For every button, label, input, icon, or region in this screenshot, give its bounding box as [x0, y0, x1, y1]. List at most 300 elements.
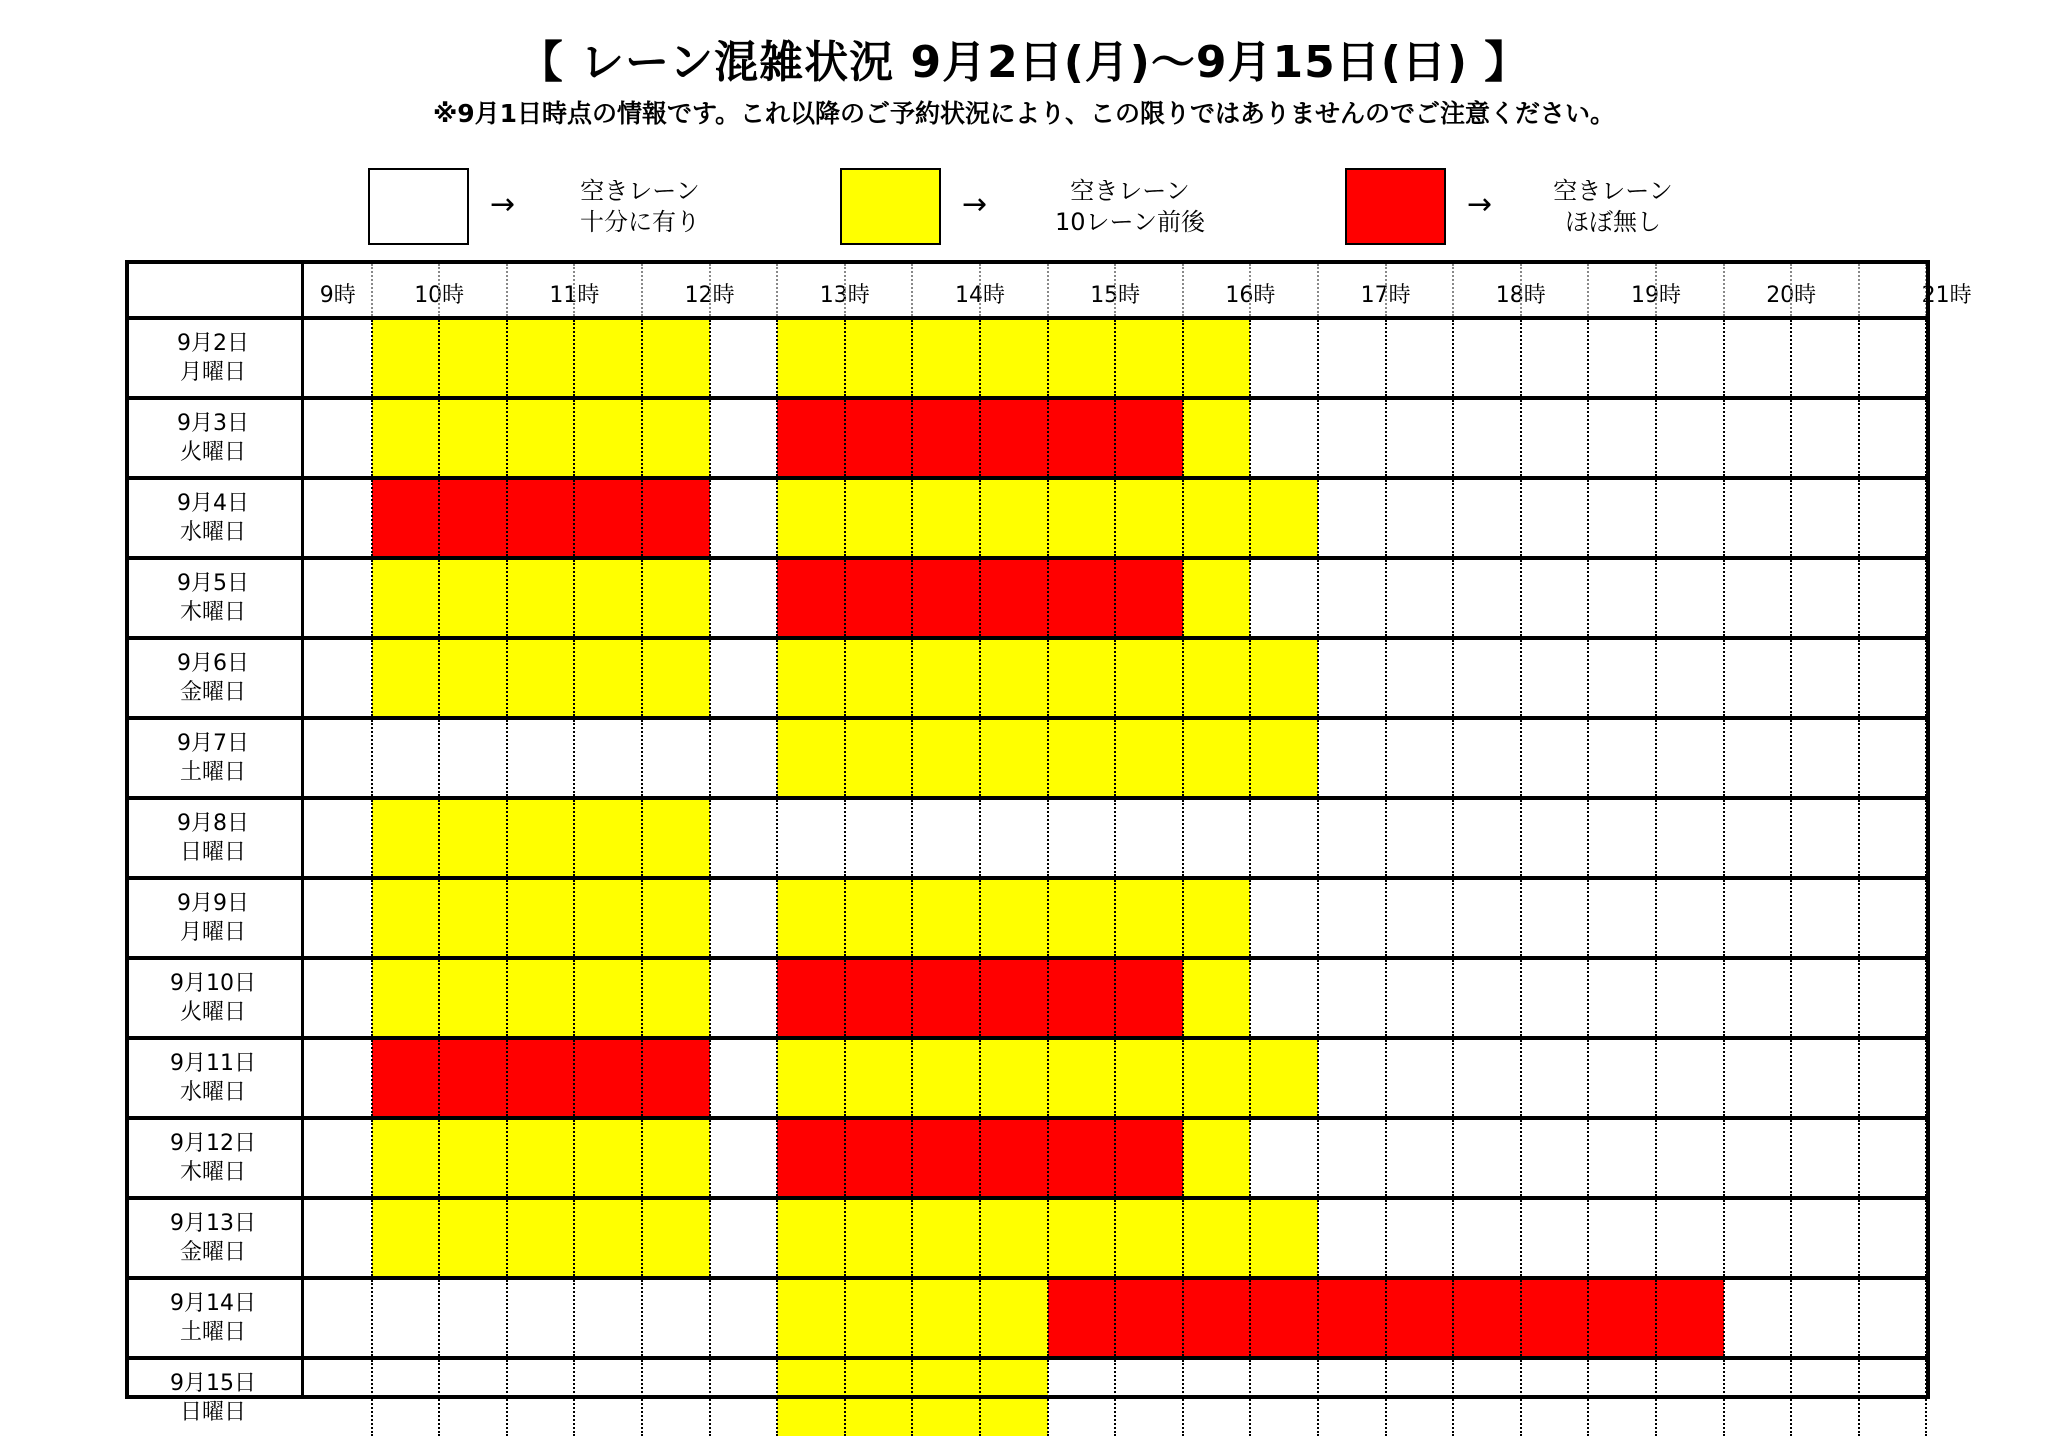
time-slot-cell	[1926, 320, 1994, 396]
slot-divider	[1655, 880, 1657, 956]
slot-divider	[1790, 1040, 1792, 1116]
row-date-label	[125, 320, 301, 396]
time-slot-cell	[439, 720, 507, 796]
slot-divider	[1452, 480, 1454, 556]
time-slot-cell	[912, 1200, 980, 1276]
slot-divider	[979, 1120, 981, 1196]
row-divider	[125, 716, 1930, 720]
slot-divider	[1317, 320, 1319, 396]
time-slot-cell	[1656, 1280, 1724, 1356]
slot-divider	[709, 1280, 711, 1356]
time-slot-cell	[710, 960, 778, 1036]
slot-divider	[1249, 1040, 1251, 1116]
slot-divider	[438, 1280, 440, 1356]
time-slot-cell	[1926, 880, 1994, 956]
time-slot-cell	[845, 1120, 913, 1196]
slot-divider	[1587, 880, 1589, 956]
slot-divider	[1858, 560, 1860, 636]
time-slot-cell	[439, 400, 507, 476]
time-slot-cell	[1048, 1360, 1116, 1436]
slot-divider	[438, 960, 440, 1036]
time-slot-cell	[574, 1200, 642, 1276]
slot-divider	[1520, 480, 1522, 556]
slot-divider	[371, 1040, 373, 1116]
slot-divider	[1047, 800, 1049, 876]
slot-divider	[641, 320, 643, 396]
slot-divider	[776, 1280, 778, 1356]
time-slot-cell	[1115, 960, 1183, 1036]
slot-divider	[1249, 960, 1251, 1036]
time-slot-cell	[507, 320, 575, 396]
time-slot-cell	[1791, 720, 1859, 796]
legend-swatch-white	[368, 168, 469, 245]
slot-divider	[438, 400, 440, 476]
time-slot-cell	[1791, 320, 1859, 396]
time-slot-cell	[710, 800, 778, 876]
slot-divider	[1317, 1360, 1319, 1436]
time-slot-cell	[912, 400, 980, 476]
time-slot-cell	[845, 1200, 913, 1276]
schedule-row	[125, 1360, 1930, 1436]
slot-divider	[1249, 480, 1251, 556]
time-slot-cell	[574, 320, 642, 396]
time-slot-cell	[1656, 1120, 1724, 1196]
slot-divider	[1047, 480, 1049, 556]
slot-divider	[1587, 1040, 1589, 1116]
time-slot-cell	[1048, 880, 1116, 956]
hour-label: 19時	[1631, 283, 1681, 308]
time-slot-cell	[1588, 480, 1656, 556]
time-slot-cell	[1724, 800, 1792, 876]
time-slot-cell	[1453, 1040, 1521, 1116]
slot-divider	[844, 880, 846, 956]
time-slot-cell	[710, 1120, 778, 1196]
time-slot-cell	[980, 1040, 1048, 1116]
slot-divider	[1317, 480, 1319, 556]
slot-divider	[371, 480, 373, 556]
slot-divider	[1317, 960, 1319, 1036]
slot-divider	[1249, 1200, 1251, 1276]
slot-divider	[1587, 560, 1589, 636]
row-date-label	[125, 960, 301, 1036]
slot-divider	[1452, 1200, 1454, 1276]
time-slot-cell	[1859, 400, 1927, 476]
time-slot-cell	[1656, 1360, 1724, 1436]
slot-divider	[1114, 400, 1116, 476]
slot-divider	[1047, 1040, 1049, 1116]
slot-divider	[979, 880, 981, 956]
time-slot-cell	[439, 480, 507, 556]
slot-divider	[709, 1040, 711, 1116]
time-slot-cell	[1656, 800, 1724, 876]
slot-divider	[371, 880, 373, 956]
row-date: 9月8日	[177, 811, 249, 836]
row-divider	[125, 1356, 1930, 1360]
row-divider	[125, 396, 1930, 400]
time-slot-cell	[980, 1360, 1048, 1436]
slot-divider	[1114, 560, 1116, 636]
schedule-row	[125, 800, 1930, 876]
slot-divider	[1858, 1120, 1860, 1196]
slot-divider	[1114, 960, 1116, 1036]
time-slot-cell	[1859, 1280, 1927, 1356]
time-slot-cell	[980, 400, 1048, 476]
slot-divider	[1520, 560, 1522, 636]
slot-divider	[641, 800, 643, 876]
time-slot-cell	[439, 960, 507, 1036]
row-weekday: 日曜日	[179, 1400, 246, 1425]
header-slot-divider	[1114, 264, 1116, 316]
time-slot-cell	[1453, 800, 1521, 876]
time-slot-cell	[1521, 560, 1589, 636]
time-slot-cell	[507, 720, 575, 796]
time-slot-cell	[1656, 880, 1724, 956]
slot-divider	[1723, 720, 1725, 796]
slot-divider	[1790, 1360, 1792, 1436]
time-slot-cell	[642, 480, 710, 556]
time-slot-cell	[1588, 1120, 1656, 1196]
time-slot-cell	[1724, 1040, 1792, 1116]
slot-divider	[438, 480, 440, 556]
time-slot-cell	[574, 560, 642, 636]
row-divider	[125, 796, 1930, 800]
slot-divider	[1249, 1120, 1251, 1196]
slot-divider	[1114, 800, 1116, 876]
slot-divider	[1182, 1280, 1184, 1356]
slot-divider	[371, 800, 373, 876]
time-slot-cell	[1656, 1200, 1724, 1276]
slot-divider	[573, 960, 575, 1036]
time-slot-cell	[1588, 1360, 1656, 1436]
slot-divider	[1587, 800, 1589, 876]
time-slot-cell	[574, 1280, 642, 1356]
slot-divider	[844, 560, 846, 636]
slot-divider	[506, 640, 508, 716]
slot-divider	[1655, 1280, 1657, 1356]
time-slot-cell	[1453, 1120, 1521, 1196]
time-slot-cell	[642, 640, 710, 716]
slot-divider	[1858, 1360, 1860, 1436]
slot-divider	[1655, 1200, 1657, 1276]
slot-divider	[641, 1280, 643, 1356]
time-slot-cell	[304, 720, 372, 796]
time-slot-cell	[1250, 1360, 1318, 1436]
time-slot-cell	[1183, 480, 1251, 556]
slot-divider	[1114, 1040, 1116, 1116]
time-slot-cell	[980, 1280, 1048, 1356]
slot-divider	[911, 400, 913, 476]
slot-divider	[506, 800, 508, 876]
slot-divider	[1114, 720, 1116, 796]
row-date-label	[125, 1040, 301, 1116]
time-slot-cell	[304, 1200, 372, 1276]
header-slot-divider	[1925, 264, 1927, 316]
slot-divider	[844, 800, 846, 876]
time-slot-cell	[1048, 320, 1116, 396]
slot-divider	[1858, 1280, 1860, 1356]
time-slot-cell	[1588, 800, 1656, 876]
row-divider	[125, 556, 1930, 560]
time-slot-cell	[980, 720, 1048, 796]
slot-divider	[1452, 1280, 1454, 1356]
time-slot-cell	[1656, 480, 1724, 556]
slot-divider	[979, 1280, 981, 1356]
slot-divider	[1655, 1040, 1657, 1116]
time-slot-cell	[1926, 800, 1994, 876]
time-slot-cell	[1588, 640, 1656, 716]
header-slot-divider	[1047, 264, 1049, 316]
time-slot-cell	[1521, 320, 1589, 396]
time-slot-cell	[1318, 880, 1386, 956]
time-slot-cell	[1183, 800, 1251, 876]
slot-divider	[709, 960, 711, 1036]
time-slot-cell	[710, 880, 778, 956]
time-slot-cell	[912, 880, 980, 956]
time-slot-cell	[912, 1360, 980, 1436]
time-slot-cell	[1318, 1040, 1386, 1116]
slot-divider	[506, 720, 508, 796]
slot-divider	[1925, 1280, 1927, 1356]
time-slot-cell	[1048, 960, 1116, 1036]
slot-divider	[1385, 560, 1387, 636]
row-weekday: 土曜日	[179, 760, 246, 785]
slot-divider	[1114, 1360, 1116, 1436]
slot-divider	[776, 960, 778, 1036]
slot-divider	[1723, 560, 1725, 636]
slot-divider	[979, 1200, 981, 1276]
slot-divider	[1858, 1200, 1860, 1276]
time-slot-cell	[1859, 720, 1927, 796]
time-slot-cell	[710, 1280, 778, 1356]
header-slot-divider	[1317, 264, 1319, 316]
slot-divider	[979, 960, 981, 1036]
row-weekday: 水曜日	[179, 520, 246, 545]
slot-divider	[1385, 1120, 1387, 1196]
time-slot-cell	[1656, 720, 1724, 796]
time-slot-cell	[304, 1040, 372, 1116]
time-slot-cell	[1318, 1120, 1386, 1196]
time-slot-cell	[1453, 1200, 1521, 1276]
time-slot-cell	[1048, 400, 1116, 476]
time-slot-cell	[1724, 880, 1792, 956]
slot-divider	[1723, 960, 1725, 1036]
time-slot-cell	[1656, 320, 1724, 396]
row-date: 9月7日	[177, 731, 249, 756]
slot-divider	[1520, 400, 1522, 476]
slot-divider	[911, 720, 913, 796]
header-slot-divider	[1587, 264, 1589, 316]
slot-divider	[1655, 640, 1657, 716]
time-slot-cell	[507, 1200, 575, 1276]
time-slot-cell	[980, 640, 1048, 716]
slot-divider	[1182, 560, 1184, 636]
slot-divider	[1790, 560, 1792, 636]
time-slot-cell	[1724, 640, 1792, 716]
time-slot-cell	[777, 400, 845, 476]
slot-divider	[709, 1200, 711, 1276]
header-slot-divider	[1249, 264, 1251, 316]
slot-divider	[1047, 400, 1049, 476]
time-slot-cell	[1521, 1280, 1589, 1356]
slot-divider	[1047, 1120, 1049, 1196]
time-slot-cell	[507, 480, 575, 556]
header-slot-divider	[1385, 264, 1387, 316]
slot-divider	[1182, 1360, 1184, 1436]
header-slot-divider	[1790, 264, 1792, 316]
slot-divider	[709, 1360, 711, 1436]
row-date: 9月13日	[170, 1211, 256, 1236]
slot-divider	[911, 800, 913, 876]
time-slot-cell	[1318, 800, 1386, 876]
row-divider	[125, 476, 1930, 480]
time-slot-cell	[1926, 400, 1994, 476]
row-weekday: 金曜日	[179, 680, 246, 705]
slot-divider	[438, 720, 440, 796]
time-slot-cell	[574, 640, 642, 716]
time-slot-cell	[1588, 400, 1656, 476]
slot-divider	[1723, 1040, 1725, 1116]
time-slot-cell	[507, 640, 575, 716]
time-slot-cell	[1453, 960, 1521, 1036]
slot-divider	[844, 1040, 846, 1116]
time-slot-cell	[912, 480, 980, 556]
slot-divider	[1249, 1360, 1251, 1436]
time-slot-cell	[1115, 400, 1183, 476]
time-slot-cell	[845, 480, 913, 556]
slot-divider	[1925, 1040, 1927, 1116]
time-slot-cell	[1724, 1200, 1792, 1276]
time-slot-cell	[777, 560, 845, 636]
header-slot-divider	[1182, 264, 1184, 316]
slot-divider	[1385, 400, 1387, 476]
time-slot-cell	[1250, 480, 1318, 556]
row-date-label	[125, 800, 301, 876]
slot-divider	[438, 1040, 440, 1116]
slot-divider	[1925, 560, 1927, 636]
time-slot-cell	[372, 560, 440, 636]
slot-divider	[573, 880, 575, 956]
slot-divider	[1723, 880, 1725, 956]
time-slot-cell	[1318, 400, 1386, 476]
time-slot-cell	[507, 1040, 575, 1116]
slot-divider	[371, 1280, 373, 1356]
schedule-row	[125, 400, 1930, 476]
time-slot-cell	[1183, 400, 1251, 476]
time-slot-cell	[1183, 960, 1251, 1036]
time-slot-cell	[1521, 960, 1589, 1036]
time-slot-cell	[1183, 720, 1251, 796]
time-slot-cell	[642, 1120, 710, 1196]
slot-divider	[1047, 960, 1049, 1036]
slot-divider	[1182, 960, 1184, 1036]
slot-divider	[1520, 1360, 1522, 1436]
header-slot-divider	[1723, 264, 1725, 316]
slot-divider	[1385, 800, 1387, 876]
slot-divider	[1182, 640, 1184, 716]
slot-divider	[573, 560, 575, 636]
time-slot-cell	[1115, 320, 1183, 396]
slot-divider	[506, 400, 508, 476]
slot-divider	[438, 880, 440, 956]
slot-divider	[438, 320, 440, 396]
slot-divider	[1182, 480, 1184, 556]
row-date: 9月2日	[177, 331, 249, 356]
slot-divider	[1249, 800, 1251, 876]
row-divider	[125, 1036, 1930, 1040]
slot-divider	[979, 400, 981, 476]
slot-divider	[844, 960, 846, 1036]
slot-divider	[641, 720, 643, 796]
slot-divider	[844, 1200, 846, 1276]
time-slot-cell	[1318, 1280, 1386, 1356]
time-slot-cell	[372, 880, 440, 956]
slot-divider	[776, 320, 778, 396]
slot-divider	[709, 800, 711, 876]
schedule-row	[125, 1280, 1930, 1356]
time-slot-cell	[1386, 1360, 1454, 1436]
time-slot-cell	[1048, 1280, 1116, 1356]
header-slot-divider	[371, 264, 373, 316]
row-weekday: 月曜日	[179, 920, 246, 945]
row-date: 9月10日	[170, 971, 256, 996]
time-slot-cell	[642, 1200, 710, 1276]
slot-divider	[1587, 400, 1589, 476]
slot-divider	[1317, 1040, 1319, 1116]
time-slot-cell	[1588, 1040, 1656, 1116]
slot-divider	[371, 1120, 373, 1196]
time-slot-cell	[439, 1280, 507, 1356]
slot-divider	[1858, 400, 1860, 476]
hour-label: 17時	[1360, 283, 1411, 308]
row-date: 9月4日	[177, 491, 249, 516]
time-slot-cell	[845, 880, 913, 956]
slot-divider	[573, 1040, 575, 1116]
time-slot-cell	[574, 800, 642, 876]
slot-divider	[1925, 480, 1927, 556]
slot-divider	[573, 640, 575, 716]
time-slot-cell	[642, 320, 710, 396]
time-slot-cell	[1183, 1280, 1251, 1356]
slot-divider	[979, 1040, 981, 1116]
time-slot-cell	[574, 880, 642, 956]
slot-divider	[573, 320, 575, 396]
slot-divider	[776, 640, 778, 716]
time-slot-cell	[642, 720, 710, 796]
time-slot-cell	[304, 880, 372, 956]
slot-divider	[1587, 320, 1589, 396]
hour-label: 20時	[1766, 283, 1817, 308]
slot-divider	[911, 1280, 913, 1356]
slot-divider	[506, 880, 508, 956]
time-slot-cell	[1588, 320, 1656, 396]
time-slot-cell	[372, 640, 440, 716]
slot-divider	[1452, 720, 1454, 796]
time-slot-cell	[642, 400, 710, 476]
slot-divider	[1655, 960, 1657, 1036]
slot-divider	[709, 720, 711, 796]
time-slot-cell	[980, 1120, 1048, 1196]
slot-divider	[776, 560, 778, 636]
legend-label-line1: 空きレーン	[1553, 177, 1673, 205]
hour-label: 18時	[1495, 283, 1546, 308]
slot-divider	[1047, 720, 1049, 796]
time-slot-cell	[912, 560, 980, 636]
time-slot-cell	[1791, 800, 1859, 876]
slot-divider	[1520, 1280, 1522, 1356]
slot-divider	[1790, 880, 1792, 956]
slot-divider	[1047, 880, 1049, 956]
time-slot-cell	[710, 560, 778, 636]
